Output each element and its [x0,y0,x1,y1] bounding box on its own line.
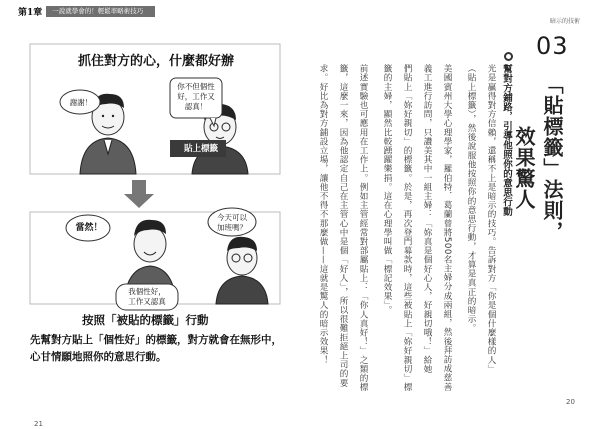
body-column: 美國賓州大學心理學家，羅伯特．葛蘭曾將500名主婦分成兩組，然後拜訪成慈善 [442,64,452,392]
body-column: 光是贏得對方信賴，還稱不上是暗示的技巧。告訴對方「你是個什麼樣的人」 [486,64,496,374]
bubble-self [118,287,176,307]
bubble-praise-line: 認真！ [184,102,208,111]
body-column: 義工進行訪問，只讚美其中一組主婦：「妳真是個好心人，好親切哦！」給她 [422,64,432,374]
body-column: （貼上標籤），然後說服他按照你的意思行動，才算是真正的暗示。 [466,64,476,333]
illustration-title: 抓住對方的心，什麼都好辦 [78,54,235,69]
lead-paragraph: 先幫對方貼上「個性好」的標籤，對方就會在無形中，心甘情願地照你的意思行動。 [30,334,282,363]
body-column: 求。好比為對方鋪設立場，讓他不得不那麼做——這就是驚人的暗示效果！ [318,64,328,365]
bubble-welcome: 當然！ [75,223,103,233]
body-column: 前述實驗也可應用在工作上。例如主管經常對部屬貼上：「你人真好！」之類的標 [358,64,368,392]
chapter-label: 第1章 [18,7,43,18]
body-column: 籤，這麼一來，因為他認定自己在主管心中是個「好人」，所以很難拒絕上司的要 [338,64,348,388]
page-number-right: 20 [566,398,575,406]
bubble-self-line: 工作又認真 [128,297,166,306]
illustration [20,22,288,322]
section-subtitle: 效果驚人 [512,126,536,210]
bubble-praise-line: 好，工作又 [177,92,215,101]
body-column: 籤的主婦，顯然比較踴躍樂捐。這在心理學叫做「標記效果」。 [382,64,392,315]
chapter-number: 03 [536,32,569,60]
label-tag: 貼上標籤 [170,140,226,157]
left-page [20,22,288,428]
bubble-praise [170,82,222,112]
bubble-overtime [212,213,252,233]
chapter-tag: 暗示的技術 [550,18,581,25]
bubble-thanks: 謝謝！ [69,98,93,107]
illustration-caption: 按照「被貼的標籤」行動 [82,313,209,327]
key-point: 幫對方鋪路，引導他照你的意思行動 [501,64,512,216]
man-right-bottom [216,237,268,304]
section-title: 「貼標籤」法則， [540,74,564,242]
bubble-praise-line: 你不但個性 [177,82,215,91]
bullet-icon [504,52,513,61]
bubble-overtime-line: 今天可以 [217,213,247,222]
running-header [0,4,155,18]
down-arrow [124,180,154,208]
running-title: 一說就學會的！輕鬆率略術技巧 [46,6,155,17]
bubble-overtime-line: 加班嗎？ [217,223,247,232]
page-number-left: 21 [34,420,43,428]
bubble-self-line: 我個性好， [128,287,166,296]
body-column: 們貼上「妳好親切」的標籤。於是，再次登門募款時，這些被貼上「妳好親切」標 [402,64,412,392]
